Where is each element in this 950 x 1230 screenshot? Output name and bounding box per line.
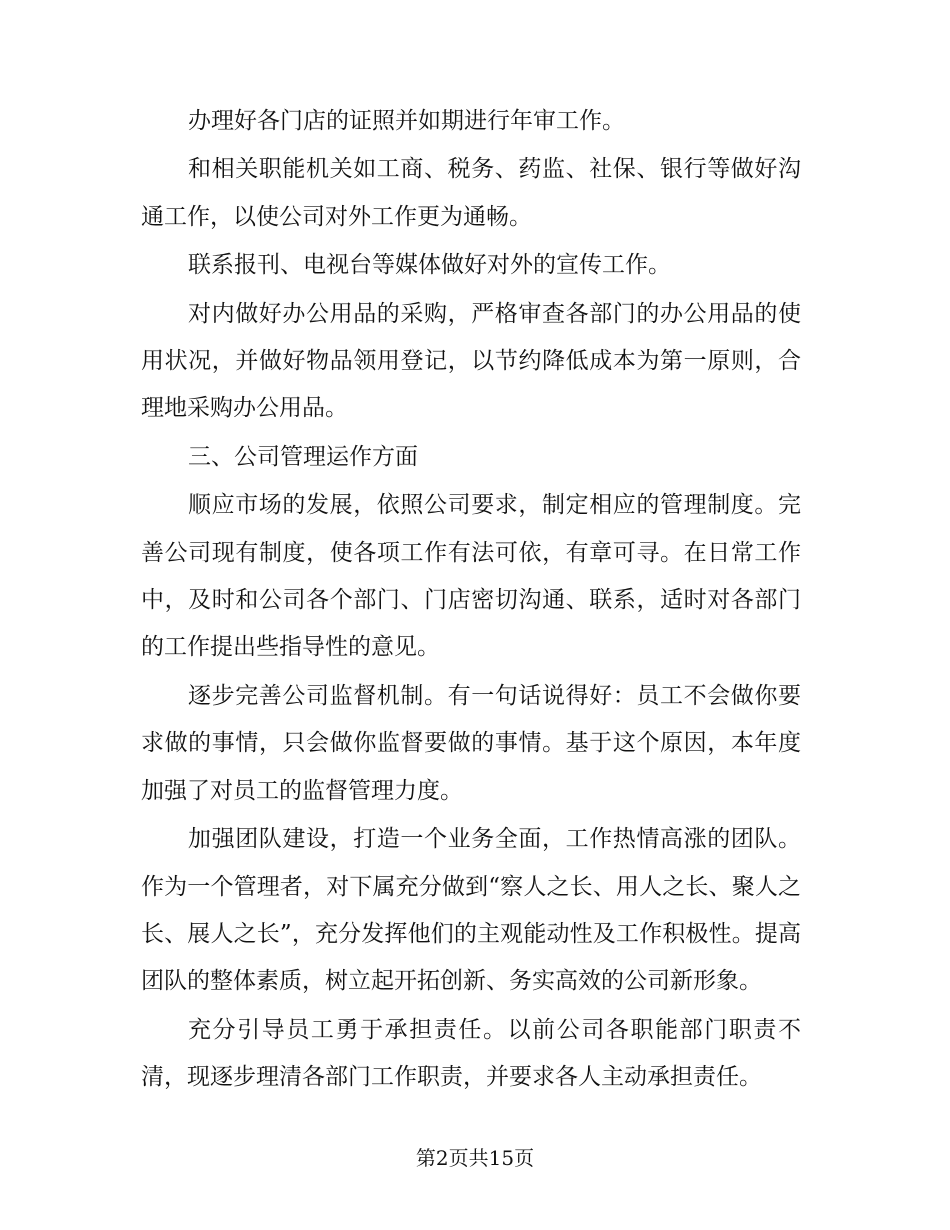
document-body [141,98,801,1103]
page-number-footer: 第2页共15页 [415,1146,535,1170]
paragraph-4: 对内做好办公用品的采购，严格审查各部门的办公用品的使用状况，并做好物品领用登记，以节约降低成本为第一原则，合理地采购办公用品。 [141,300,801,422]
paragraph-6: 顺应市场的发展，依照公司要求，制定相应的管理制度。完善公司现有制度，使各项工作有法可依，有章可寻。在日常工作中，及时和公司各个部门、门店密切沟通、联系，适时对各部门的工作提出些指导性的意见。 [141,492,801,661]
paragraph-2: 和相关职能机关如工商、税务、药监、社保、银行等做好沟通工作，以使公司对外工作更为通畅。 [141,156,801,230]
section-heading: 三、公司管理运作方面 [188,443,418,470]
paragraph-3: 联系报刊、电视台等媒体做好对外的宣传工作。 [188,252,671,279]
paragraph-7: 逐步完善公司监督机制。有一句话说得好：员工不会做你要求做的事情，只会做你监督要做的事情。基于这个原因，本年度加强了对员工的监督管理力度。 [141,682,801,804]
paragraph-8: 加强团队建设，打造一个业务全面，工作热情高涨的团队。作为一个管理者，对下属充分做到“察人之长、用人之长、聚人之长、展人之长”，充分发挥他们的主观能动性及工作积极性。提高团队的整体素质，树立起开拓创新、务实高效的公司新形象。 [141,826,801,995]
paragraph-9: 充分引导员工勇于承担责任。以前公司各职能部门职责不清，现逐步理清各部门工作职责，并要求各人主动承担责任。 [141,1016,801,1091]
paragraph-1: 办理好各门店的证照并如期进行年审工作。 [188,108,625,134]
